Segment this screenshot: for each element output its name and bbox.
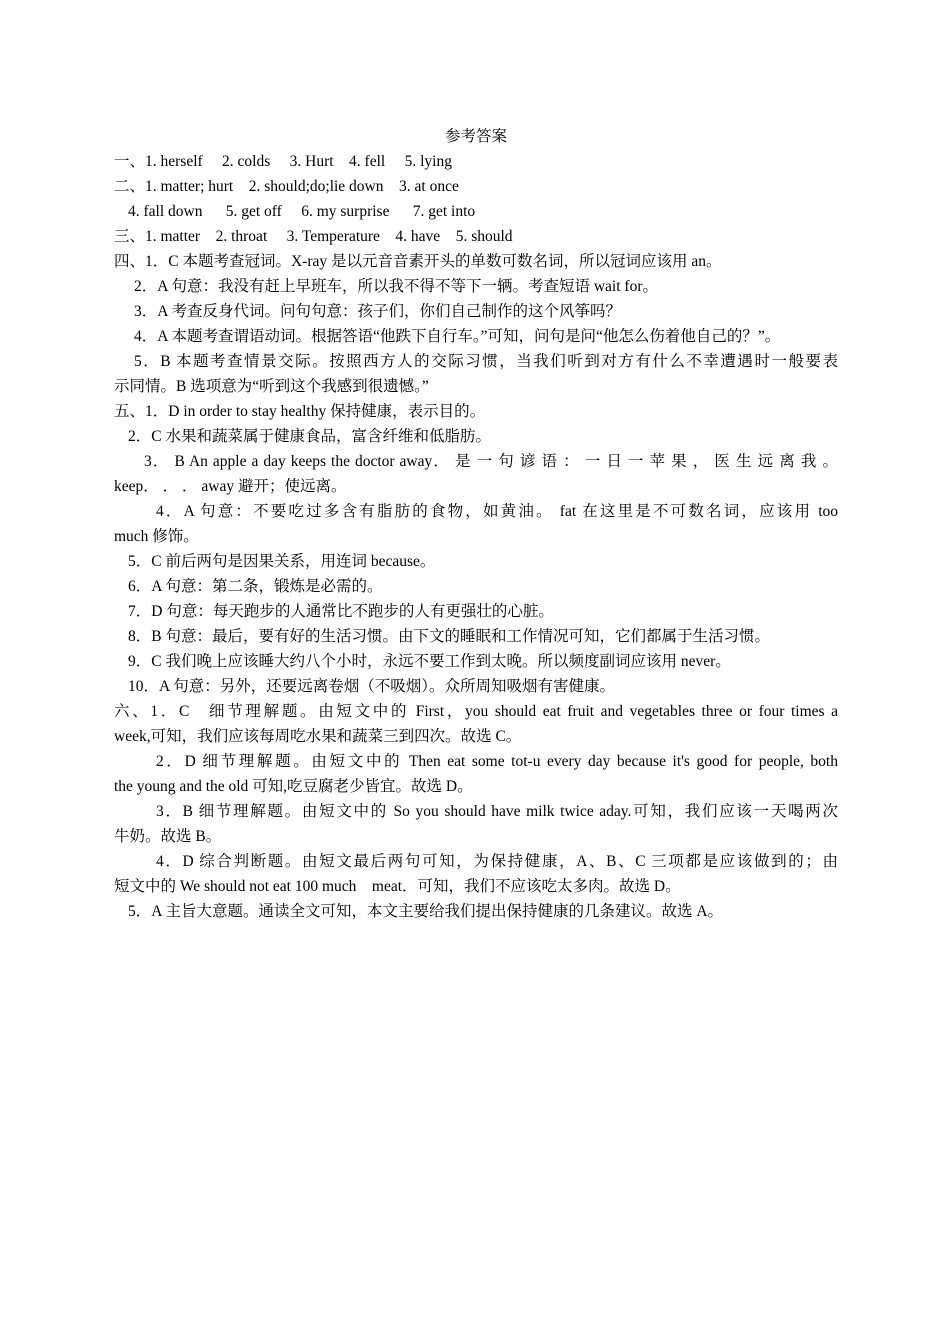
section-1-answers: 一、1. herself 2. colds 3. Hurt 4. fell 5. lying: [114, 153, 452, 170]
section-4-item-5: 5．B 本题考查情景交际。按照西方人的交际习惯，当我们听到对方有什么不幸遭遇时一般要表: [134, 353, 838, 370]
section-3-answers: 三、1. matter 2. throat 3. Temperature 4. have 5. should: [114, 228, 513, 245]
section-4-item-3: 3．A 考查反身代词。问句句意：孩子们，你们自己制作的这个风筝吗？: [134, 303, 621, 320]
section-5-item-7: 7．D 句意：每天跑步的人通常比不跑步的人有更强壮的心脏。: [128, 603, 554, 620]
section-2-answers-part2: 4. fall down 5. get off 6. my surprise 7. get into: [128, 203, 476, 220]
section-6-item-3: 3．B 细节理解题。由短文中的 So you should have milk twice aday.可知，我们应该一天喝两次: [156, 803, 838, 820]
section-5-item-2: 2．C 水果和蔬菜属于健康食品，富含纤维和低脂肪。: [128, 428, 491, 445]
section-2-answers-part1: 二、1. matter; hurt 2. should;do;lie down 3. at once: [114, 178, 459, 195]
section-4-item-5-cont: 示同情。B 选项意为“听到这个我感到很遗憾。”: [114, 378, 429, 395]
section-5-item-8: 8．B 句意：最后，要有好的生活习惯。由下文的睡眠和工作情况可知，它们都属于生活习惯。: [128, 628, 770, 645]
section-6-item-5: 5．A 主旨大意题。通读全文可知，本文主要给我们提出保持健康的几条建议。故选 A。: [128, 903, 724, 920]
section-5-item-9: 9．C 我们晚上应该睡大约八个小时，永远不要工作到太晚。所以频度副词应该用 never。: [128, 653, 731, 670]
section-5-item-3-cont: keep． ． ． away 避开；使远离。: [114, 478, 347, 495]
section-6-item-1-cont: week,可知，我们应该每周吃水果和蔬菜三到四次。故选 C。: [114, 728, 522, 745]
section-6-item-2-cont: the young and the old 可知,吃豆腐老少皆宜。故选 D。: [114, 778, 473, 795]
section-5-item-1: 五、1．D in order to stay healthy 保持健康，表示目的。: [114, 403, 486, 420]
section-6-item-4-cont: 短文中的 We should not eat 100 much meat．可知，我们不应该吃太多肉。故选 D。: [114, 878, 681, 895]
section-6-item-4: 4．D 综合判断题。由短文最后两句可知，为保持健康，A、B、C 三项都是应该做到的；由: [156, 853, 838, 870]
page-title: 参考答案: [444, 128, 507, 145]
section-4-item-1: 四、1．C 本题考查冠词。X-ray 是以元音音素开头的单数可数名词，所以冠词应该用 an。: [114, 253, 722, 270]
section-5-item-6: 6．A 句意：第二条，锻炼是必需的。: [128, 578, 383, 595]
section-5-item-5: 5．C 前后两句是因果关系，用连词 because。: [128, 553, 436, 570]
section-5-item-4-cont: much 修饰。: [114, 528, 199, 545]
section-6-item-2: 2．D 细节理解题。由短文中的 Then eat some tot-u every day because it's good for people, both: [156, 753, 838, 770]
section-5-item-10: 10．A 句意：另外，还要远离卷烟（不吸烟）。众所周知吸烟有害健康。: [128, 678, 615, 695]
section-6-item-1: 六、1．C 细节理解题。由短文中的 First，you should eat fruit and vegetables three or four times a: [114, 703, 838, 720]
section-5-item-4: 4．A 句意：不要吃过多含有脂肪的食物，如黄油。 fat 在这里是不可数名词，应该用 too: [156, 503, 838, 520]
section-5-item-3: 3． B An apple a day keeps the doctor away． 是 一 句 谚 语 ： 一 日 一 苹 果 ， 医 生 远 离 我 。: [144, 453, 838, 470]
section-4-item-4: 4．A 本题考查谓语动词。根据答语“他跌下自行车。”可知，问句是问“他怎么伤着他自己的？”。: [134, 328, 781, 345]
answer-key-document: [114, 124, 838, 924]
section-6-item-3-cont: 牛奶。故选 B。: [114, 828, 222, 845]
section-4-item-2: 2．A 句意：我没有赶上早班车，所以我不得不等下一辆。考查短语 wait for。: [134, 278, 658, 295]
